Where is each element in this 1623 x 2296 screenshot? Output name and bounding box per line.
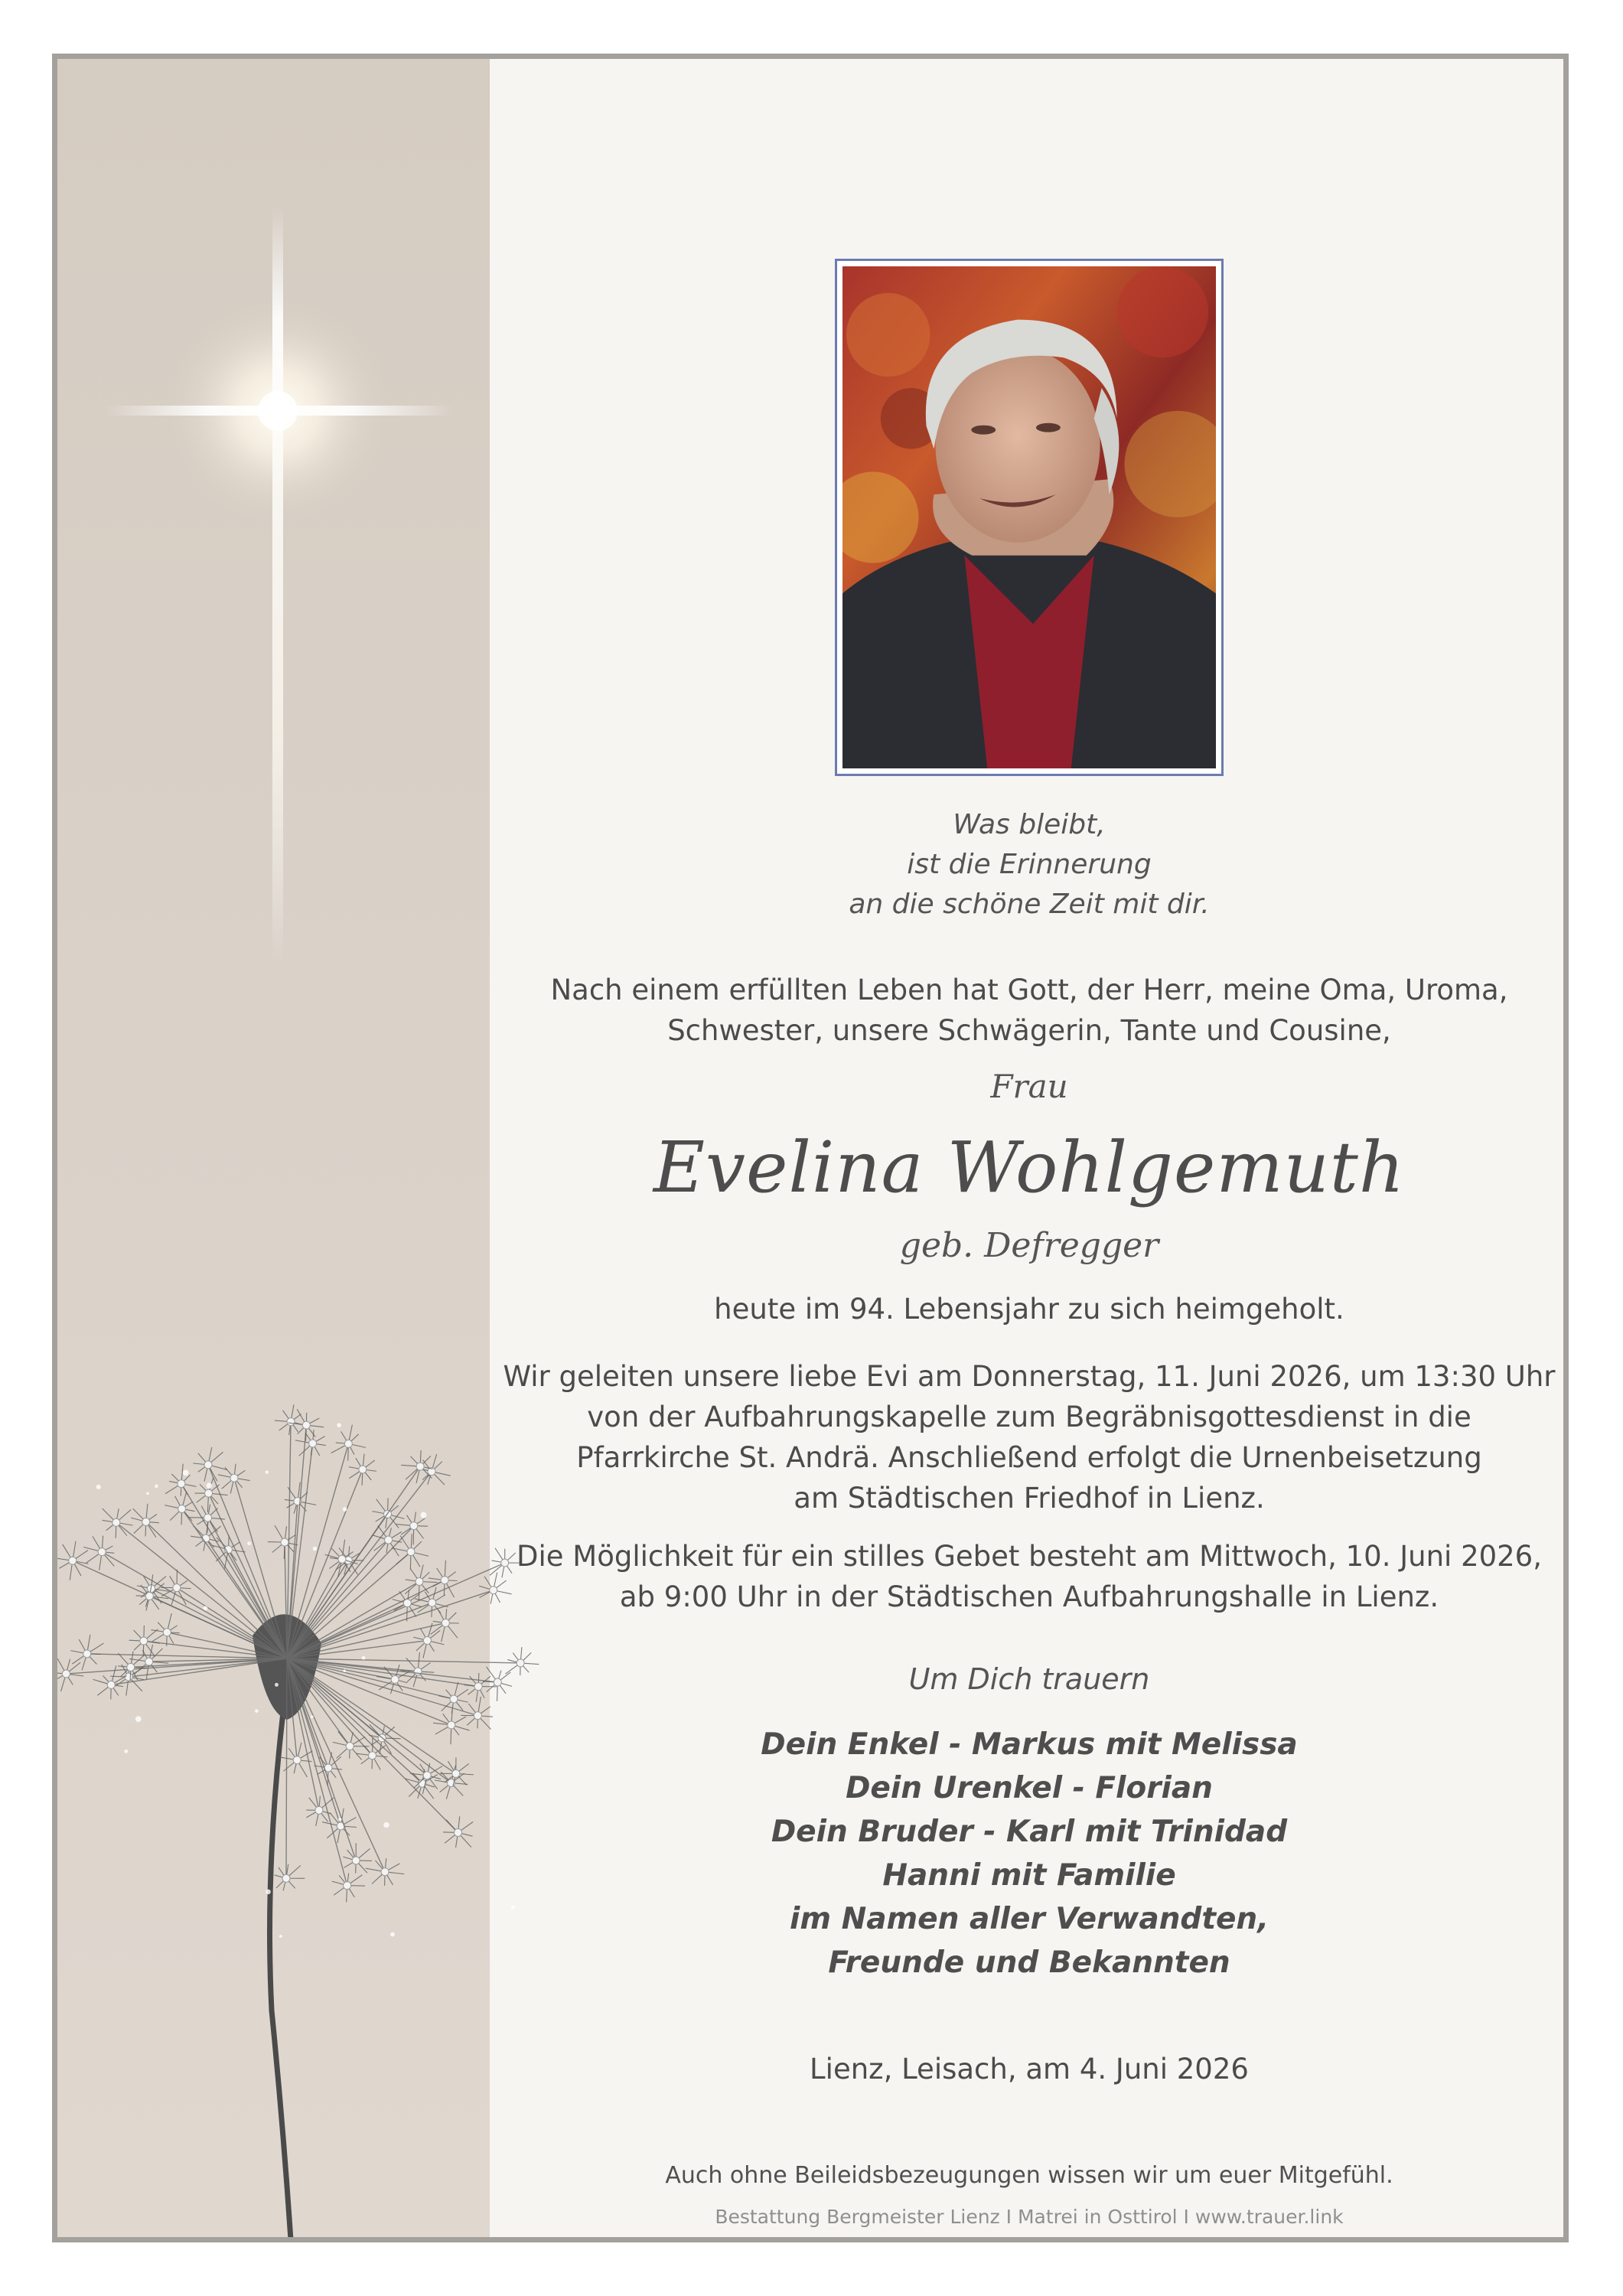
mourner-line: Dein Urenkel - Florian bbox=[846, 1771, 1213, 1805]
funeral-line: am Städtischen Friedhof in Lienz. bbox=[794, 1482, 1265, 1515]
place-date: Lienz, Leisach, am 4. Juni 2026 bbox=[810, 2053, 1249, 2086]
undertaker-credit: Bestattung Bergmeister Lienz I Matrei in Osttirol I www.trauer.link bbox=[715, 2206, 1344, 2228]
mourner-line: Hanni mit Familie bbox=[882, 1858, 1176, 1893]
decorative-side-panel bbox=[57, 59, 490, 2237]
deceased-name: Evelina Wohlgemuth bbox=[653, 1127, 1406, 1208]
age-line: heute im 94. Lebensjahr zu sich heimgeholt. bbox=[714, 1293, 1344, 1326]
obituary-text bbox=[490, 59, 1569, 2237]
funeral-line: Pfarrkirche St. Andrä. Anschließend erfolgt die Urnenbeisetzung bbox=[576, 1441, 1482, 1474]
funeral-line: Wir geleiten unsere liebe Evi am Donnerstag, 11. Juni 2026, um 13:30 Uhr bbox=[503, 1360, 1556, 1393]
maiden-name: geb. Defregger bbox=[899, 1226, 1159, 1265]
obituary-card bbox=[52, 54, 1569, 2242]
quote-line: ist die Erinnerung bbox=[907, 849, 1152, 880]
footnote: Auch ohne Beileidsbezeugungen wissen wir um euer Mitgefühl. bbox=[665, 2162, 1393, 2189]
intro-line: Schwester, unsere Schwägerin, Tante und Cousine, bbox=[667, 1014, 1391, 1047]
mourner-line: im Namen aller Verwandten, bbox=[789, 1902, 1269, 1936]
mourner-line: Dein Bruder - Karl mit Trinidad bbox=[771, 1815, 1288, 1849]
mourners-title: Um Dich trauern bbox=[908, 1662, 1150, 1696]
quote-line: an die schöne Zeit mit dir. bbox=[849, 889, 1210, 920]
prayer-line: Die Möglichkeit für ein stilles Gebet besteht am Mittwoch, 10. Juni 2026, bbox=[516, 1540, 1542, 1573]
salutation: Frau bbox=[990, 1068, 1068, 1105]
intro-line: Nach einem erfüllten Leben hat Gott, der Herr, meine Oma, Uroma, bbox=[550, 974, 1508, 1006]
quote-line: Was bleibt, bbox=[953, 809, 1106, 840]
mourner-line: Dein Enkel - Markus mit Melissa bbox=[761, 1727, 1298, 1762]
prayer-line: ab 9:00 Uhr in der Städtischen Aufbahrungshalle in Lienz. bbox=[619, 1580, 1439, 1613]
dandelion-icon bbox=[57, 1360, 547, 2240]
funeral-line: von der Aufbahrungskapelle zum Begräbnisgottesdienst in die bbox=[587, 1401, 1471, 1433]
glowing-cross-icon bbox=[57, 151, 490, 993]
mourner-line: Freunde und Bekannten bbox=[828, 1945, 1230, 1980]
